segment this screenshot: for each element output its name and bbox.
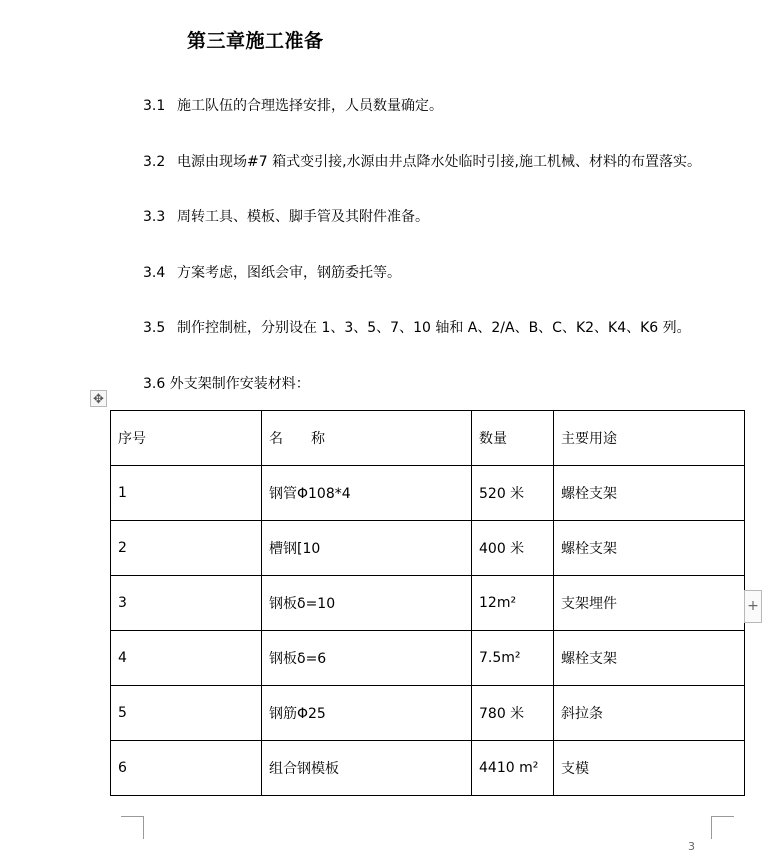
item-text: 施工队伍的合理选择安排，人员数量确定。 — [177, 98, 443, 114]
table-row — [111, 576, 745, 631]
table-row — [111, 686, 745, 741]
table-cell[interactable]: 钢筋Φ25 — [262, 686, 472, 741]
table-header-row — [111, 411, 745, 466]
page-corner-mark-right — [711, 816, 734, 839]
table-cell[interactable]: 780 米 — [472, 686, 554, 741]
header-cell[interactable]: 主要用途 — [554, 411, 745, 466]
item-3-5 — [143, 317, 691, 337]
table-cell[interactable]: 支架埋件 — [554, 576, 745, 631]
item-text: 周转工具、模板、脚手管及其附件准备。 — [177, 209, 429, 225]
table-cell[interactable]: 3 — [111, 576, 262, 631]
item-number: 3.1 — [143, 98, 166, 114]
table-row — [111, 521, 745, 576]
page-corner-mark-left — [121, 816, 144, 839]
chapter-title: 第三章施工准备 — [187, 30, 324, 52]
table-cell[interactable]: 钢板δ=6 — [262, 631, 472, 686]
item-number: 3.3 — [143, 209, 166, 225]
materials-table — [110, 410, 745, 796]
item-number: 3.2 — [143, 154, 166, 170]
table-cell[interactable]: 螺栓支架 — [554, 631, 745, 686]
table-row — [111, 466, 745, 521]
item-number: 3.4 — [143, 265, 166, 281]
table-cell[interactable]: 1 — [111, 466, 262, 521]
table-cell[interactable]: 支模 — [554, 741, 745, 796]
table-cell[interactable]: 斜拉条 — [554, 686, 745, 741]
table-cell[interactable]: 钢板δ=10 — [262, 576, 472, 631]
table-row — [111, 631, 745, 686]
table-cell[interactable]: 4 — [111, 631, 262, 686]
item-text: 电源由现场#7 箱式变引接,水源由井点降水处临时引接,施工机械、材料的布置落实。 — [177, 154, 701, 170]
item-3-2 — [143, 151, 701, 171]
item-3-3 — [143, 206, 429, 226]
header-cell[interactable]: 序号 — [111, 411, 262, 466]
table-cell[interactable]: 螺栓支架 — [554, 466, 745, 521]
item-3-1 — [143, 95, 443, 115]
table-row — [111, 741, 745, 796]
table-cell[interactable]: 4410 m² — [472, 741, 554, 796]
plus-icon[interactable]: + — [744, 590, 762, 623]
table-cell[interactable]: 7.5m² — [472, 631, 554, 686]
item-3-4 — [143, 262, 401, 282]
table-cell[interactable]: 12m² — [472, 576, 554, 631]
table-cell[interactable]: 钢管Φ108*4 — [262, 466, 472, 521]
item-number: 3.5 — [143, 320, 166, 336]
table-cell[interactable]: 5 — [111, 686, 262, 741]
item-text: 方案考虑，图纸会审，钢筋委托等。 — [177, 265, 401, 281]
table-cell[interactable]: 槽钢[10 — [262, 521, 472, 576]
table-caption: 3.6 外支架制作安装材料： — [143, 376, 310, 392]
table-cell[interactable]: 螺栓支架 — [554, 521, 745, 576]
header-cell[interactable]: 数量 — [472, 411, 554, 466]
table-cell[interactable]: 400 米 — [472, 521, 554, 576]
table-cell[interactable]: 520 米 — [472, 466, 554, 521]
item-text: 制作控制桩，分别设在 1、3、5、7、10 轴和 A、2/A、B、C、K2、K4、K6 列。 — [177, 320, 691, 336]
header-cell[interactable]: 名 称 — [262, 411, 472, 466]
page-number: 3 — [688, 840, 695, 853]
table-cell[interactable]: 2 — [111, 521, 262, 576]
table-cell[interactable]: 6 — [111, 741, 262, 796]
move-arrows-icon[interactable]: ✥ — [90, 390, 107, 407]
table-cell[interactable]: 组合钢模板 — [262, 741, 472, 796]
